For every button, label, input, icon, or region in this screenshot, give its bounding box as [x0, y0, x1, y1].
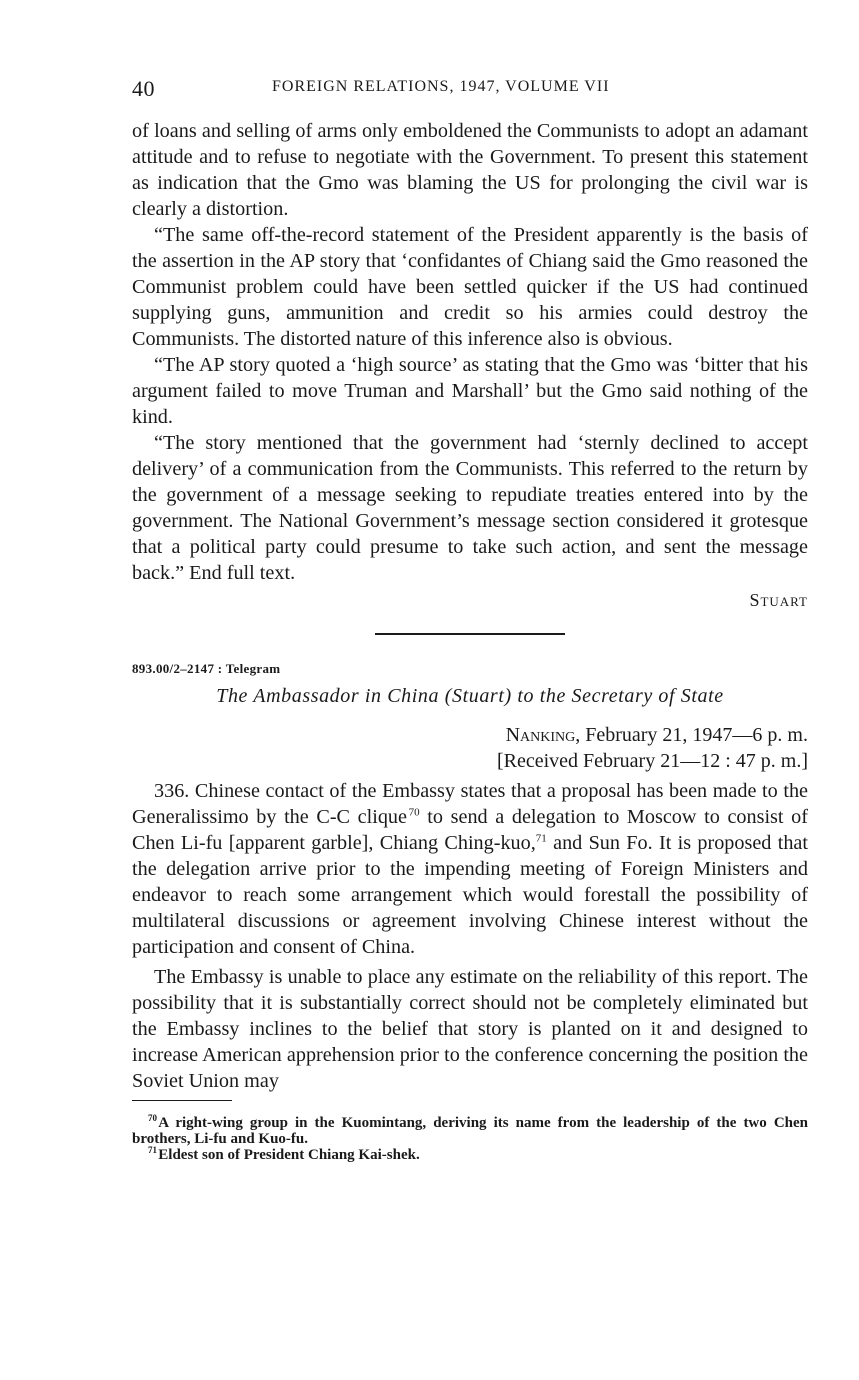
paragraph: of loans and selling of arms only emboldened the Communists to adopt an adamant attitude and to refuse to negotiate with the Government. To present this statement as indication that the Gmo was blaming the US for prolonging the civil war is clearly a distortion.	[132, 120, 808, 220]
paragraph: The Embassy is unable to place any estimate on the reliability of this report. The possibility that it is substantially correct should not be completely eliminated but the Embassy inclines to the belief that story is planted on it and designed to increase American apprehension prior to the conference concerning the position the Soviet Union may	[132, 966, 808, 1092]
paragraph: “The story mentioned that the government had ‘sternly declined to accept delivery’ of a communication from the Communists. This referred to the return by the government of a message seeking to repudiate treaties entered into by the government. The National Government’s message section considered it grotesque that a political party could presume to take such action, and sent the message back.” End full text.	[132, 432, 808, 584]
paragraph	[132, 778, 808, 960]
telegram-continuation	[132, 118, 808, 586]
sent-date: , February 21, 1947—6 p. m.	[575, 724, 808, 746]
footnotes	[132, 1115, 808, 1163]
paragraph: “The same off-the-record statement of the President apparently is the basis of the assertion in the AP story that ‘confidantes of Chiang said the Gmo reasoned the Communist problem could have been settled quicker if the US had continued supplying guns, ammunition and credit so his armies could destroy the Communists. The distorted nature of this inference also is obvious.	[132, 224, 808, 350]
running-header	[132, 76, 808, 102]
paragraph-text: 336. Chinese contact of the Embassy states that a proposal has been made to the Generalissimo by the C-C clique	[132, 780, 808, 828]
page-number: 40	[132, 76, 155, 101]
section-divider	[375, 633, 565, 635]
footnote-number: 70	[148, 1113, 157, 1123]
place-name: Nanking	[505, 724, 576, 746]
footnote-text: A right-wing group in the Kuomintang, deriving its name from the leadership of the two Chen brothers, Li-fu and Kuo-fu.	[132, 1115, 808, 1147]
paragraph-text: and Sun Fo. It is proposed that the delegation arrive prior to the impending meeting of Foreign Ministers and endeavor to reach some arrangement which would forestall the possibility of multilateral discussions or agreement involving Chinese interest without the participation and consent of China.	[132, 832, 808, 958]
document-page	[132, 76, 808, 1163]
footnote-text: Eldest son of President Chiang Kai-shek.	[158, 1147, 420, 1163]
paragraph: “The AP story quoted a ‘high source’ as stating that the Gmo was ‘bitter that his argument failed to move Truman and Marshall’ but the Gmo said nothing of the kind.	[132, 354, 808, 428]
footnote-number: 71	[148, 1145, 157, 1155]
file-reference: 893.00/2–2147 : Telegram	[132, 661, 281, 676]
footnote-marker: 70	[408, 806, 420, 819]
sent-line	[132, 722, 808, 748]
running-title: FOREIGN RELATIONS, 1947, VOLUME VII	[272, 78, 610, 95]
signature: Stuart	[749, 590, 808, 610]
dateline	[132, 722, 808, 774]
received-line: [Received February 21—12 : 47 p. m.]	[496, 750, 808, 772]
document-heading: The Ambassador in China (Stuart) to the Secretary of State	[216, 685, 724, 707]
footnote-divider	[132, 1100, 232, 1101]
telegram-body	[132, 778, 808, 1094]
footnote	[132, 1115, 808, 1147]
footnote	[132, 1147, 808, 1163]
footnote-marker: 71	[535, 832, 547, 845]
paragraph-text: to send a delegation to Moscow to consist of Chen Li-fu [apparent garble], Chiang Ching-kuo,	[132, 806, 808, 854]
